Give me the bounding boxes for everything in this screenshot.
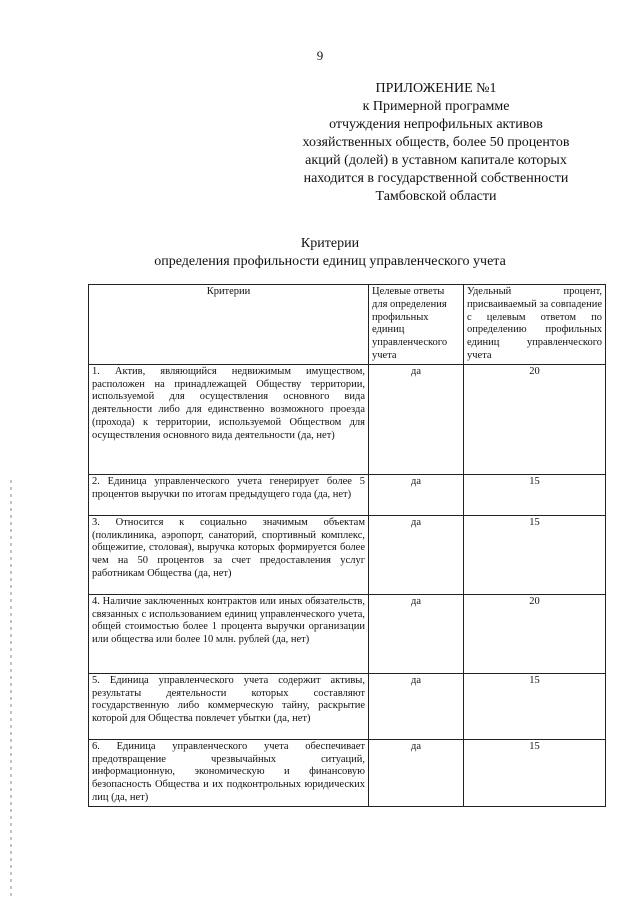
criteria-table (88, 284, 606, 807)
answer-cell: да (369, 515, 464, 594)
table-row (89, 474, 606, 515)
answer-cell: да (369, 594, 464, 673)
answer-cell: да (369, 364, 464, 474)
criteria-heading-line1: Критерии (300, 236, 360, 251)
appendix-header (276, 80, 596, 206)
column-header-criteria: Критерии (89, 285, 369, 365)
appendix-line: отчуждения непрофильных активов (329, 117, 543, 132)
percent-cell: 20 (464, 594, 606, 673)
appendix-line: находится в государственной собственности (303, 171, 569, 186)
page-number: 9 (316, 48, 324, 63)
appendix-line: Тамбовской области (375, 189, 497, 204)
table-row (89, 739, 606, 806)
answer-cell: да (369, 673, 464, 739)
criteria-heading-line2: определения профильности единиц управленческого учета (154, 254, 506, 269)
percent-cell: 15 (464, 474, 606, 515)
percent-cell: 15 (464, 739, 606, 806)
table-row (89, 364, 606, 474)
criteria-cell: 6. Единица управленческого учета обеспечивает предотвращение чрезвычайных ситуаций, информационную, экономическую и финансовую безопасность Общества и их подконтрольных юридических лиц (да, нет) (89, 739, 369, 806)
table-row (89, 594, 606, 673)
table-header-row (89, 285, 606, 365)
answer-cell: да (369, 474, 464, 515)
column-header-answer: Целевые ответы для определения профильных единиц управленческого учета (369, 285, 464, 365)
criteria-cell: 5. Единица управленческого учета содержит активы, результаты деятельности которых составляют государственную либо коммерческую тайну, раскрытие которой для Общества повлечет убытки (да, нет) (89, 673, 369, 739)
answer-cell: да (369, 739, 464, 806)
criteria-cell: 3. Относится к социально значимым объектам (поликлиника, аэропорт, санаторий, спортивный комплекс, общежитие, столовая), выручка которых формируется более чем на 50 процентов за счет предоставления услуг работникам Общества (да, нет) (89, 515, 369, 594)
table-row (89, 515, 606, 594)
appendix-line: акций (долей) в уставном капитале которых (305, 153, 567, 168)
criteria-cell: 4. Наличие заключенных контрактов или иных обязательств, связанных с использованием единиц управленческого учета, общей стоимостью более 1 процента выручки организации или общества или более 10 млн. рублей (да, нет) (89, 594, 369, 673)
scan-edge-artifact (10, 480, 12, 900)
criteria-cell: 2. Единица управленческого учета генерирует более 5 процентов выручки по итогам предыдущего года (да, нет) (89, 474, 369, 515)
table-row (89, 673, 606, 739)
percent-cell: 15 (464, 515, 606, 594)
criteria-cell: 1. Актив, являющийся недвижимым имуществом, расположен на принадлежащей Обществу территории, используемой для осуществления основного вида деятельности либо для единственно возможного проезда (прохода) к территории, используемой Обществом для осуществления основного вида деятельности (да, нет) (89, 364, 369, 474)
column-header-percent: Удельный процент, присваиваемый за совпадение с целевым ответом по определению профильных единиц управленческого учета (464, 285, 606, 365)
appendix-line: к Примерной программе (362, 99, 510, 114)
percent-cell: 20 (464, 364, 606, 474)
criteria-heading (60, 235, 600, 271)
appendix-title: ПРИЛОЖЕНИЕ №1 (375, 81, 497, 96)
appendix-line: хозяйственных обществ, более 50 процентов (302, 135, 570, 150)
percent-cell: 15 (464, 673, 606, 739)
